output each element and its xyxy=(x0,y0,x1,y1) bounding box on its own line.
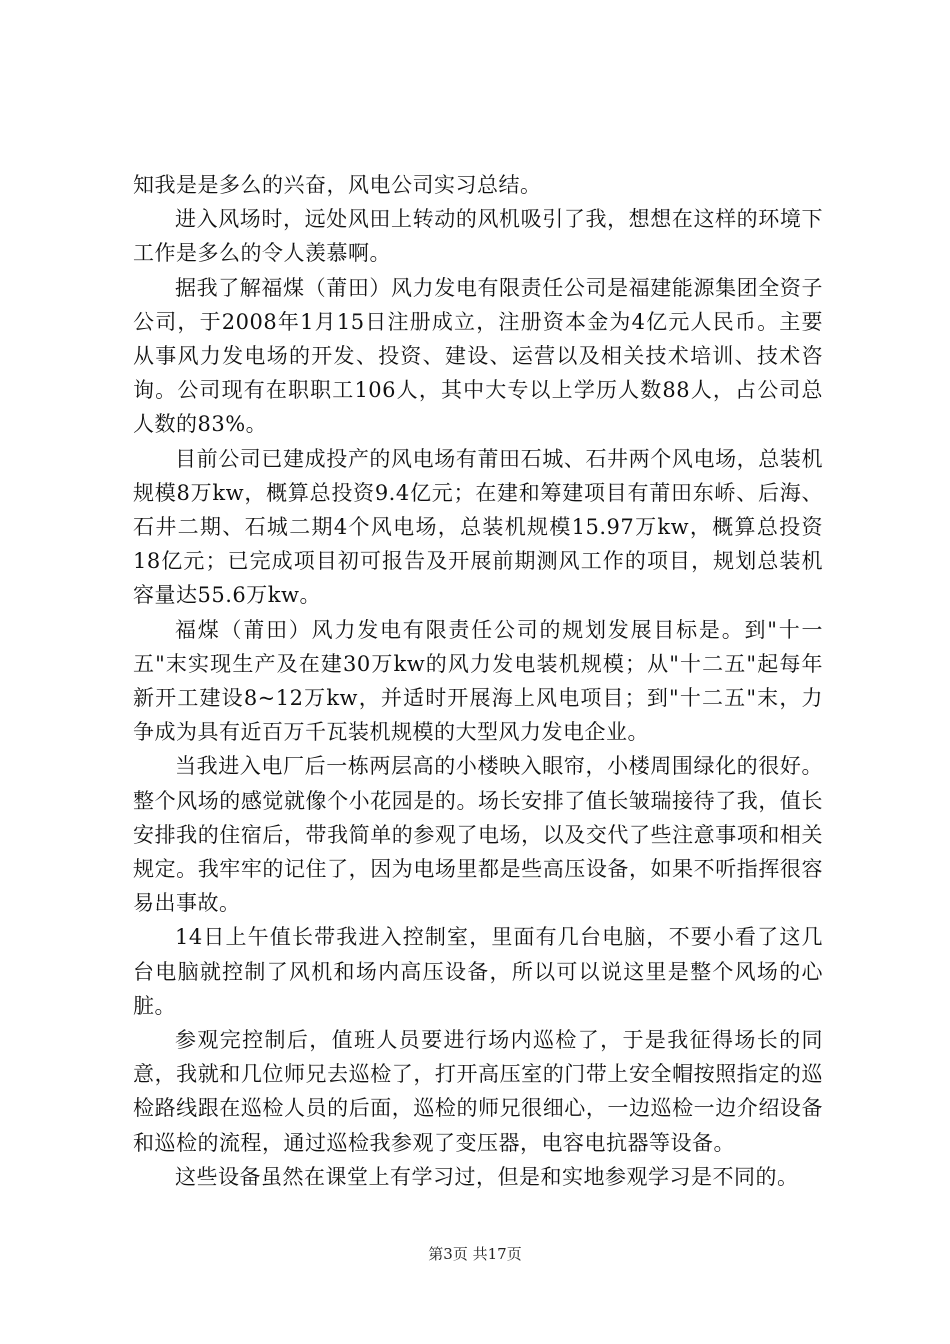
paragraph-9: 这些设备虽然在课堂上有学习过，但是和实地参观学习是不同的。 xyxy=(175,1164,799,1189)
paragraph-8: 参观完控制后，值班人员要进行场内巡检了，于是我征得场长的同意，我就和几位师兄去巡检了，打开高压室的门带上安全帽按照指定的巡检路线跟在巡检人员的后面，巡检的师兄很细心，一边巡检一边介绍设备和巡检的流程，通过巡检我参观了变压器，电容电抗器等设备。 xyxy=(133,1028,823,1155)
paragraph-2: 进入风场时，远处风田上转动的风机吸引了我，想想在这样的环境下工作是多么的令人羡慕啊。 xyxy=(133,207,823,266)
paragraph-6: 当我进入电厂后一栋两层高的小楼映入眼帘，小楼周围绿化的很好。整个风场的感觉就像个小花园是的。场长安排了值长皱瑞接待了我，值长安排我的住宿后，带我简单的参观了电场，以及交代了些注意事项和相关规定。我牢牢的记住了，因为电场里都是些高压设备，如果不听指挥很容易出事故。 xyxy=(133,754,823,916)
paragraph-7: 14日上午值长带我进入控制室，里面有几台电脑，不要小看了这几台电脑就控制了风机和场内高压设备，所以可以说这里是整个风场的心脏。 xyxy=(133,925,823,1018)
paragraph-3: 据我了解福煤（莆田）风力发电有限责任公司是福建能源集团全资子公司，于2008年1月15日注册成立，注册资本金为4亿元人民币。主要从事风力发电场的开发、投资、建设、运营以及相关技术培训、技术咨询。公司现有在职职工106人，其中大专以上学历人数88人，占公司总人数的83%。 xyxy=(133,275,823,437)
paragraph-4: 目前公司已建成投产的风电场有莆田石城、石井两个风电场，总装机规模8万kw，概算总投资9.4亿元；在建和筹建项目有莆田东峤、后海、石井二期、石城二期4个风电场，总装机规模15.97万kw，概算总投资18亿元；已完成项目初可报告及开展前期测风工作的项目，规划总装机容量达55.6万kw。 xyxy=(133,446,823,608)
paragraph-1: 知我是是多么的兴奋，风电公司实习总结。 xyxy=(133,173,542,197)
page-footer: 第3页 共17页 xyxy=(428,1245,522,1263)
paragraph-5: 福煤（莆田）风力发电有限责任公司的规划发展目标是。到"十一五"末实现生产及在建30万kw的风力发电装机规模；从"十二五"起每年新开工建设8~12万kw，并适时开展海上风电项目；到"十二五"末，力争成为具有近百万千瓦装机规模的大型风力发电企业。 xyxy=(133,617,823,745)
document-body xyxy=(133,168,823,1194)
